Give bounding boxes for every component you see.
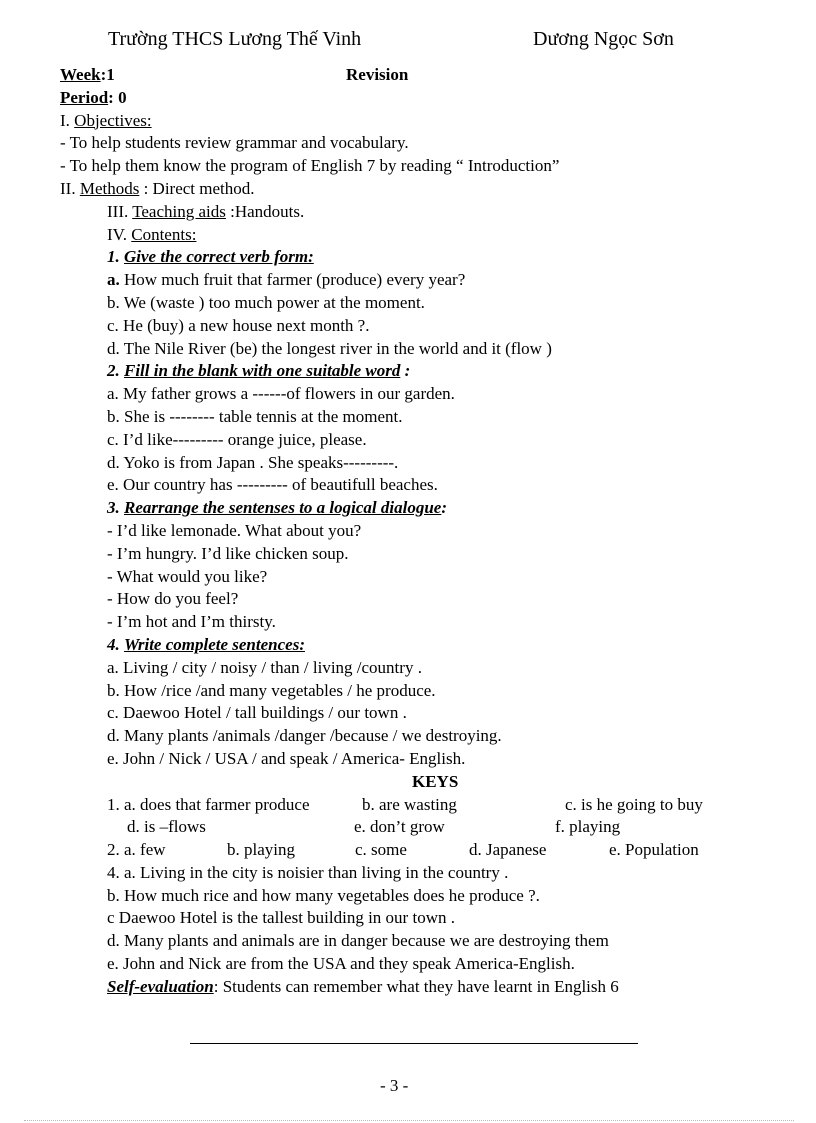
section2-item: c. I’d like--------- orange juice, please. bbox=[107, 429, 367, 449]
section4-item: a. Living / city / noisy / than / living /country . bbox=[107, 657, 422, 677]
header-school: Trường THCS Lương Thế Vinh bbox=[108, 28, 362, 50]
section1-heading bbox=[60, 246, 760, 269]
week-line bbox=[60, 64, 760, 87]
lesson-body bbox=[60, 64, 760, 999]
key-line: e. John and Nick are from the USA and they speak America-English. bbox=[107, 954, 575, 974]
section3-num: 3. bbox=[107, 498, 120, 518]
keys-title: KEYS bbox=[412, 771, 459, 791]
section2-num: 2. bbox=[107, 361, 120, 381]
teaching-aids-line bbox=[60, 201, 760, 224]
week-value: :1 bbox=[100, 65, 115, 84]
self-evaluation-text: : Students can remember what they have learnt in English 6 bbox=[213, 976, 619, 996]
section1-item bbox=[60, 292, 760, 315]
key-cell: 1. a. does that farmer produce bbox=[107, 794, 310, 814]
section1-num: 1. bbox=[107, 247, 120, 267]
teaching-aids-text: :Handouts. bbox=[225, 201, 305, 221]
key-cell: e. Population bbox=[609, 840, 699, 860]
page-number: - 3 - bbox=[380, 1076, 409, 1095]
section4-title: Write complete sentences: bbox=[124, 634, 305, 654]
section4-heading bbox=[60, 634, 760, 657]
keys-row bbox=[60, 794, 760, 817]
self-evaluation-line bbox=[60, 976, 760, 999]
item-text: The Nile River (be) the longest river in the world and it (flow ) bbox=[119, 338, 552, 358]
key-cell: 2. a. few bbox=[107, 840, 166, 860]
objectives-num: I. bbox=[60, 110, 70, 130]
key-line: 4. a. Living in the city is noisier than living in the country . bbox=[107, 862, 509, 882]
footer-divider bbox=[190, 1043, 638, 1044]
teaching-aids-title: Teaching aids bbox=[132, 201, 226, 221]
key-line: d. Many plants and animals are in danger because we are destroying them bbox=[107, 931, 609, 951]
item-letter: b. bbox=[107, 292, 120, 312]
section2-item: a. My father grows a ------of flowers in our garden. bbox=[107, 384, 455, 404]
key-cell: f. playing bbox=[555, 817, 621, 837]
item-letter: a. bbox=[107, 270, 120, 290]
item-letter: d. bbox=[107, 338, 120, 358]
section3-item: - How do you feel? bbox=[107, 589, 239, 609]
section4-item: e. John / Nick / USA / and speak / America- English. bbox=[107, 748, 466, 768]
section3-item: - I’m hot and I’m thirsty. bbox=[107, 612, 276, 632]
objectives-title: Objectives: bbox=[74, 110, 152, 130]
key-line: c Daewoo Hotel is the tallest building in our town . bbox=[107, 908, 455, 928]
keys-row bbox=[60, 839, 760, 862]
keys-heading bbox=[60, 771, 760, 794]
section2-suffix: : bbox=[400, 361, 411, 381]
section1-item bbox=[60, 338, 760, 361]
key-cell: c. is he going to buy bbox=[565, 794, 703, 814]
section3-item: - I’d like lemonade. What about you? bbox=[107, 520, 362, 540]
objective-item: - To help them know the program of English 7 by reading “ Introduction” bbox=[60, 156, 560, 176]
section2-item: d. Yoko is from Japan . She speaks---------. bbox=[107, 452, 399, 472]
section1-item bbox=[60, 315, 760, 338]
key-cell: c. some bbox=[355, 840, 407, 860]
keys-row bbox=[60, 816, 760, 839]
item-text: How much fruit that farmer (produce) every year? bbox=[119, 270, 466, 290]
section4-item: b. How /rice /and many vegetables / he produce. bbox=[107, 680, 436, 700]
page-bottom-border bbox=[24, 1120, 794, 1121]
section1-item bbox=[60, 269, 760, 292]
item-letter: c. bbox=[107, 315, 119, 335]
section4-num: 4. bbox=[107, 634, 120, 654]
section3-suffix: : bbox=[441, 498, 448, 518]
key-cell: d. Japanese bbox=[469, 840, 547, 860]
section3-item: - I’m hungry. I’d like chicken soup. bbox=[107, 543, 349, 563]
methods-num: II. bbox=[60, 178, 76, 198]
key-cell: d. is –flows bbox=[127, 817, 206, 837]
week-label: Week bbox=[60, 65, 101, 84]
key-line: b. How much rice and how many vegetables does he produce ?. bbox=[107, 885, 540, 905]
header-author: Dương Ngọc Sơn bbox=[533, 28, 674, 50]
section4-item: d. Many plants /animals /danger /because / we destroying. bbox=[107, 726, 502, 746]
section3-item: - What would you like? bbox=[107, 566, 268, 586]
page-title: Revision bbox=[346, 65, 409, 84]
item-text: He (buy) a new house next month ?. bbox=[118, 315, 370, 335]
section3-title: Rearrange the sentenses to a logical dialogue bbox=[124, 498, 442, 518]
section1-title: Give the correct verb form: bbox=[124, 247, 314, 267]
contents-title: Contents: bbox=[131, 224, 197, 244]
period-line bbox=[60, 87, 760, 110]
self-evaluation-label: Self-evaluation bbox=[107, 976, 214, 996]
section2-title: Fill in the blank with one suitable word bbox=[124, 361, 401, 381]
section3-heading bbox=[60, 497, 760, 520]
teaching-aids-num: III. bbox=[107, 201, 129, 221]
objective-item: - To help students review grammar and vocabulary. bbox=[60, 133, 409, 153]
key-cell: b. playing bbox=[227, 840, 295, 860]
contents-num: IV. bbox=[107, 224, 127, 244]
contents-line bbox=[60, 224, 760, 247]
section2-heading bbox=[60, 360, 760, 383]
methods-title: Methods bbox=[79, 178, 140, 198]
item-text: We (waste ) too much power at the moment. bbox=[119, 292, 425, 312]
period-label: Period bbox=[60, 87, 109, 107]
period-value: : 0 bbox=[108, 87, 127, 107]
section2-item: e. Our country has --------- of beautifull beaches. bbox=[107, 475, 438, 495]
key-cell: b. are wasting bbox=[362, 794, 457, 814]
section2-item: b. She is -------- table tennis at the moment. bbox=[107, 406, 403, 426]
section4-item: c. Daewoo Hotel / tall buildings / our town . bbox=[107, 703, 407, 723]
key-cell: e. don’t grow bbox=[354, 817, 445, 837]
objectives-heading bbox=[60, 110, 760, 133]
methods-line bbox=[60, 178, 760, 201]
methods-text: : Direct method. bbox=[139, 178, 255, 198]
